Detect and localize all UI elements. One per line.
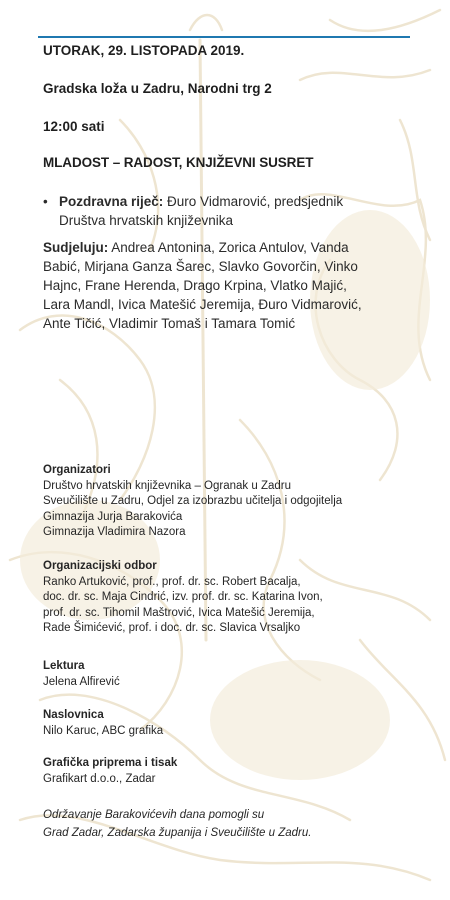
cover-section: [43, 708, 423, 739]
proofreading-line: Jelena Alfirević: [43, 675, 120, 688]
closing-line-1: Održavanje Barakovićevih dana pomogli su: [43, 809, 265, 821]
closing-note: [43, 806, 423, 842]
event-title: MLADOST – RADOST, KNJIŽEVNI SUSRET: [43, 155, 314, 170]
bullet-mark: •: [43, 194, 48, 209]
print-line: Grafikart d.o.o., Zadar: [43, 772, 156, 785]
committee-line: doc. dr. sc. Maja Cindrić, izv. prof. dr. sc. Katarina Ivon,: [43, 591, 323, 603]
committee-line: Ranko Artuković, prof., prof. dr. sc. Robert Bacalja,: [43, 575, 301, 588]
participants-line-2: Babić, Mirjana Ganza Šarec, Slavko Govorčin, Vinko: [43, 259, 358, 274]
participants-paragraph: [43, 238, 413, 333]
committee-section: [43, 559, 423, 637]
participants-line-4: Lara Mandl, Ivica Matešić Jeremija, Đuro Vidmarović,: [43, 297, 362, 312]
greeting-item: [43, 192, 413, 230]
proofreading-section: [43, 659, 423, 690]
print-heading: Grafička priprema i tisak: [43, 757, 178, 769]
greeting-label: Pozdravna riječ:: [59, 194, 164, 209]
organizers-line: Društvo hrvatskih književnika – Ogranak u Zadru: [43, 479, 291, 492]
organizers-heading: Organizatori: [43, 464, 111, 476]
participants-line-5: Ante Tičić, Vladimir Tomaš i Tamara Tomić: [43, 316, 296, 331]
organizers-line: Sveučilište u Zadru, Odjel za izobrazbu učitelja i odgojitelja: [43, 495, 343, 507]
participants-line-1: Andrea Antonina, Zorica Antulov, Vanda: [108, 240, 349, 255]
greeting-line-2: Društva hrvatskih književnika: [59, 213, 234, 228]
greeting-text: [59, 192, 413, 230]
organizers-line: Gimnazija Vladimira Nazora: [43, 526, 186, 538]
committee-line: prof. dr. sc. Tihomil Maštrović, Ivica Matešić Jeremija,: [43, 606, 315, 619]
cover-line: Nilo Karuc, ABC grafika: [43, 724, 164, 737]
committee-line: Rade Šimićević, prof. i doc. dr. sc. Slavica Vrsaljko: [43, 622, 301, 634]
organizers-section: [43, 463, 423, 541]
event-venue: Gradska loža u Zadru, Narodni trg 2: [43, 81, 272, 96]
greeting-line-1: Đuro Vidmarović, predsjednik: [163, 194, 344, 209]
participants-label: Sudjeluju:: [43, 240, 109, 255]
closing-line-2: Grad Zadar, Zadarska županija i Sveučilište u Zadru.: [43, 827, 312, 839]
organizers-line: Gimnazija Jurja Barakovića: [43, 510, 183, 523]
event-date: UTORAK, 29. LISTOPADA 2019.: [43, 43, 245, 58]
cover-heading: Naslovnica: [43, 709, 104, 721]
print-section: [43, 756, 423, 787]
committee-heading: Organizacijski odbor: [43, 560, 157, 572]
proofreading-heading: Lektura: [43, 660, 85, 672]
top-rule: [38, 36, 410, 38]
event-time: 12:00 sati: [43, 119, 105, 134]
participants-line-3: Hajnc, Frane Herenda, Drago Krpina, Vlatko Majić,: [43, 278, 347, 293]
